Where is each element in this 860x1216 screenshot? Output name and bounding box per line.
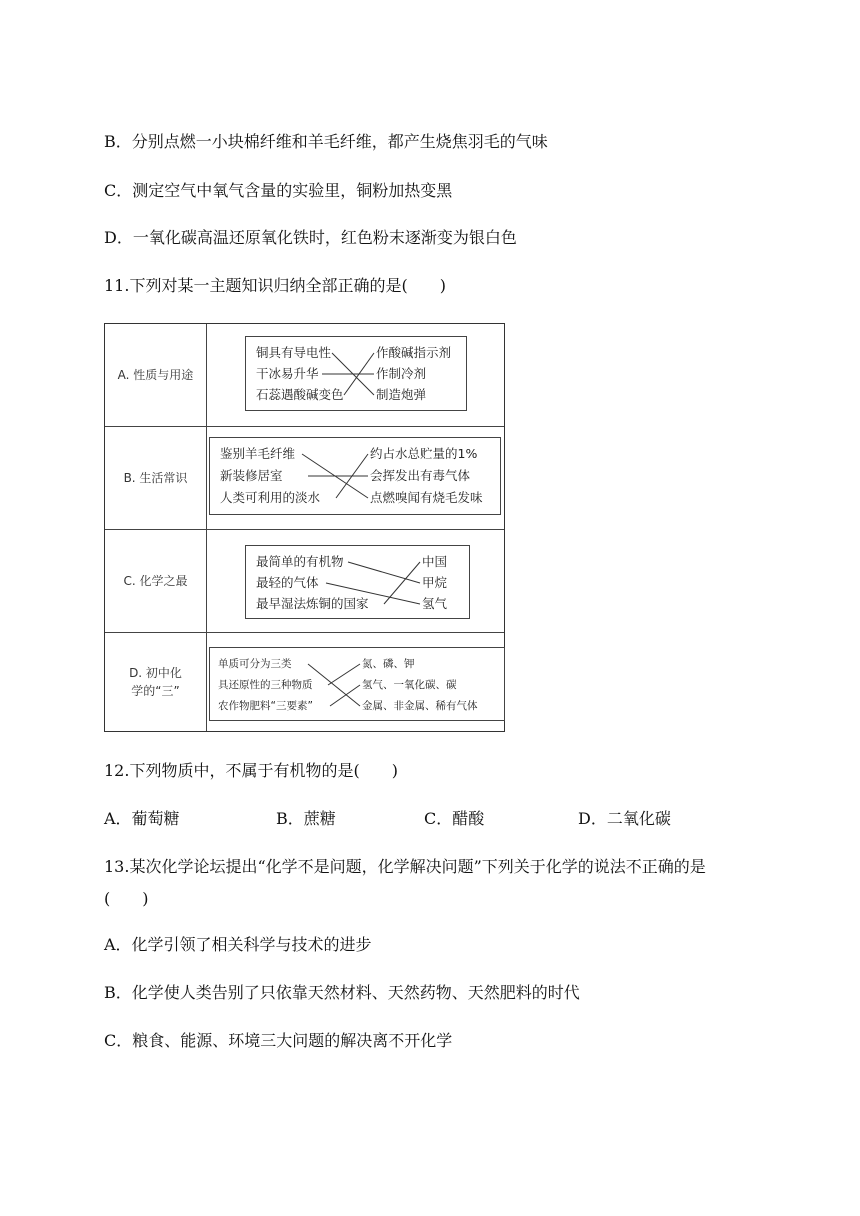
left-item: 新装修居室 — [220, 468, 283, 483]
q13-option-b: B．化学使人类告别了只依靠天然材料、天然药物、天然肥料的时代 — [104, 983, 580, 1002]
match-lines — [210, 438, 502, 516]
right-item: 约占水总贮量的1% — [370, 446, 478, 461]
right-item: 甲烷 — [422, 575, 448, 590]
q12-option-d: D．二氧化碳 — [578, 809, 671, 828]
table-row-c — [105, 530, 504, 633]
right-item: 金属、非金属、稀有气体 — [362, 700, 478, 712]
row-label: B. 生活常识 — [105, 427, 207, 529]
right-item: 中国 — [422, 554, 448, 569]
q12-option-c: C．醋酸 — [424, 809, 485, 828]
match-box — [245, 545, 470, 619]
match-box — [245, 336, 467, 411]
match-box — [209, 647, 505, 721]
matching-table — [104, 323, 505, 732]
q13-option-c: C．粮食、能源、环境三大问题的解决离不开化学 — [104, 1031, 453, 1050]
row-label: A. 性质与用途 — [105, 324, 207, 426]
q13-option-a: A．化学引领了相关科学与技术的进步 — [104, 935, 372, 954]
left-item: 人类可利用的淡水 — [220, 490, 321, 505]
right-item: 氢气、一氧化碳、碳 — [362, 679, 457, 691]
right-item: 氢气 — [422, 596, 448, 611]
match-lines — [210, 648, 506, 722]
left-item: 单质可分为三类 — [218, 658, 292, 670]
question-13: 13.某次化学论坛提出“化学不是问题，化学解决问题”下列关于化学的说法不正确的是 — [104, 857, 706, 876]
left-item: 最早湿法炼铜的国家 — [256, 596, 369, 611]
question-11: 11.下列对某一主题知识归纳全部正确的是( ) — [104, 276, 446, 295]
q12-option-a: A．葡萄糖 — [104, 809, 180, 828]
left-item: 铜具有导电性 — [256, 345, 332, 360]
left-item: 石蕊遇酸碱变色 — [256, 387, 344, 402]
match-lines — [246, 337, 468, 412]
q10-option-c: C．测定空气中氧气含量的实验里，铜粉加热变黑 — [104, 181, 453, 200]
match-box — [209, 437, 501, 515]
q10-option-b: B．分别点燃一小块棉纤维和羊毛纤维，都产生烧焦羽毛的气味 — [104, 132, 548, 151]
right-item: 点燃嗅闻有烧毛发味 — [370, 490, 483, 505]
right-item: 制造炮弹 — [376, 387, 427, 402]
left-item: 最轻的气体 — [256, 575, 319, 590]
left-item: 具还原性的三种物质 — [218, 679, 313, 691]
right-item: 作酸碱指示剂 — [376, 345, 452, 360]
row-label: C. 化学之最 — [105, 530, 207, 632]
table-row-d — [105, 633, 504, 731]
table-row-b — [105, 427, 504, 530]
left-item: 最简单的有机物 — [256, 554, 344, 569]
q12-option-b: B．蔗糖 — [276, 809, 336, 828]
right-item: 会挥发出有毒气体 — [370, 468, 471, 483]
left-item: 鉴别羊毛纤维 — [220, 446, 296, 461]
left-item: 农作物肥料“三要素” — [218, 700, 313, 712]
right-item: 氮、磷、钾 — [362, 658, 415, 670]
table-row-a — [105, 324, 504, 427]
q10-option-d: D．一氧化碳高温还原氧化铁时，红色粉末逐渐变为银白色 — [104, 228, 517, 247]
left-item: 干冰易升华 — [256, 366, 319, 381]
question-13-bracket: ( ) — [104, 889, 149, 908]
right-item: 作制冷剂 — [376, 366, 427, 381]
row-label: D. 初中化 学的“三” — [105, 633, 207, 731]
question-12: 12.下列物质中，不属于有机物的是( ) — [104, 761, 398, 780]
match-lines — [246, 546, 471, 620]
